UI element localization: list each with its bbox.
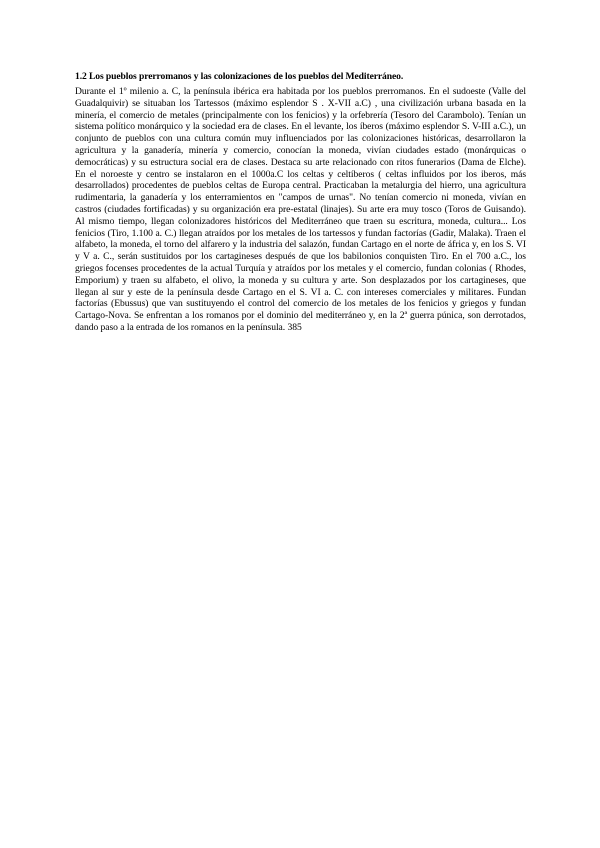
body-paragraph: Durante el 1º milenio a. C, la península ibérica era habitada por los pueblos prerromanos. En el sudoeste (Valle del Guadalquivir) se situaban los Tartessos (máximo esplendor S . X-VII a.C) , una civilización urbana basada en la minería, el comercio de metales (principalmente con los fenicios) y la orfebrería (Tesoro del Carambolo). Tenían un sistema político monárquico y la sociedad era de clases. En el levante, los íberos (máximo esplendor S. V-III a.C.), un conjunto de pueblos con una cultura común muy influenciados por las colonizaciones históricas, desarrollaron la agricultura y la ganadería, minería y comercio, conocían la moneda, vivían ciudades estado (monárquicas o democráticas) y su estructura social era de clases. Destaca su arte relacionado con ritos funerarios (Dama de Elche). En el noroeste y centro se instalaron en el 1000a.C los celtas y celtíberos ( celtas influidos por los iberos, más desarrollados) procedentes de pueblos celtas de Europa central. Practicaban la metalurgia del hierro, una agricultura rudimentaria, la ganadería y los enterramientos en "campos de urnas". No tenían comercio ni moneda, vivían en castros (ciudades fortificadas) y su organización era pre-estatal (linajes). Su arte era muy tosco (Toros de Guisando). Al mismo tiempo, llegan colonizadores históricos del Mediterráneo que traen su escritura, moneda, cultura... Los fenicios (Tiro, 1.100 a. C.) llegan atraídos por los metales de los tartessos y fundan factorías (Gadir, Malaka). Traen el alfabeto, la moneda, el torno del alfarero y la industria del salazón, fundan Cartago en el norte de áfrica y, en los S. VI y V a. C., serán sustituidos por los cartagineses después de que los babilonios conquisten Tiro. En el 700 a.C., los griegos focenses procedentes de la actual Turquía y atraídos por los metales y el comercio, fundan colonias ( Rhodes, Emporium) y traen su alfabeto, el olivo, la moneda y su cultura y arte. Son desplazados por los cartagineses, que llegan al sur y este de la península desde Cartago en el S. VI a. C. con intereses comerciales y militares. Fundan factorías (Ebussus) que van sustituyendo el control del comercio de los metales de los fenicios y griegos y fundan Cartago-Nova. Se enfrentan a los romanos por el dominio del mediterráneo y, en la 2ª guerra púnica, son derrotados, dando paso a la entrada de los romanos en la península. 385 [75, 86, 526, 333]
section-heading: 1.2 Los pueblos prerromanos y las colonizaciones de los pueblos del Mediterráneo. [75, 71, 404, 82]
document-content [75, 70, 526, 334]
